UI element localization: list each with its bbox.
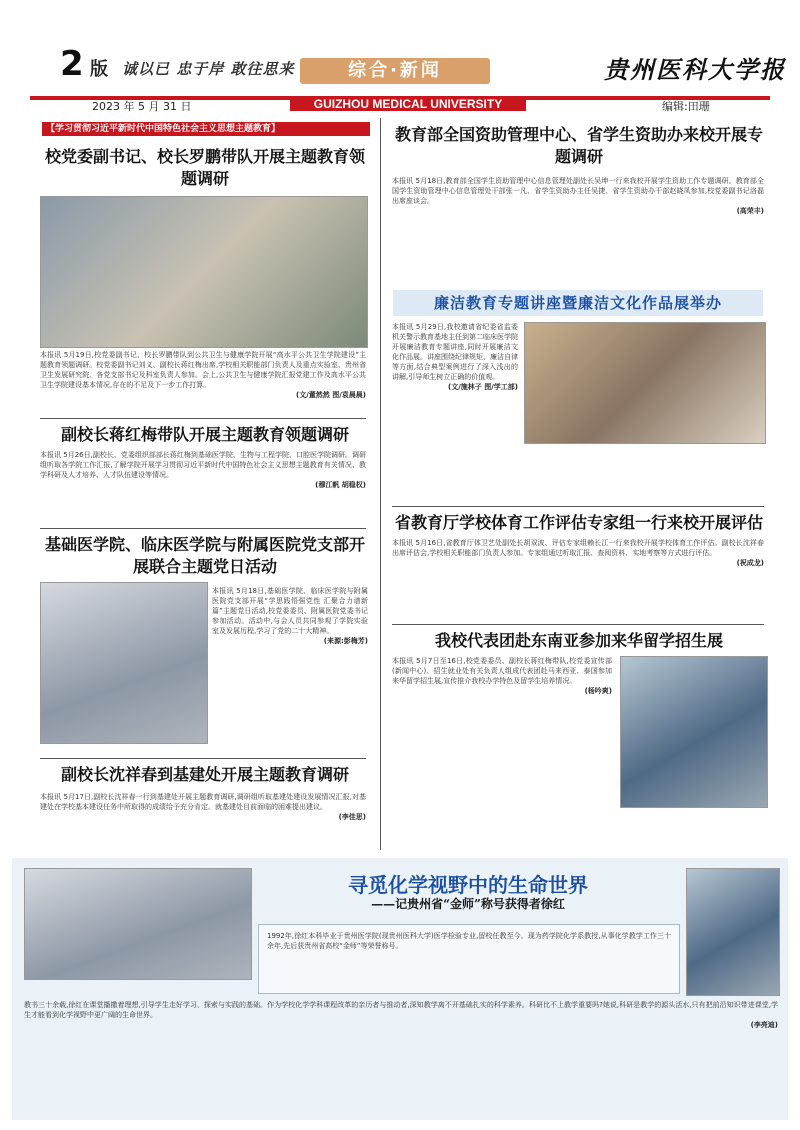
- banner-text: 廉洁教育专题讲座暨廉洁文化作品展举办: [433, 294, 722, 312]
- article-5: [392, 124, 766, 168]
- article-4-body: 本报讯 5月17日,副校长沈祥春一行到基建处开展主题教育调研,调研组听取基建处建设发展情况汇报,对基建处在学校基本建设任务中所取得的成绩给予充分肯定。就基建处目前面临的困难提出建议。: [40, 793, 366, 811]
- recruitment-photo: [620, 656, 768, 808]
- university-name-en: GUIZHOU MEDICAL UNIVERSITY: [290, 97, 526, 111]
- party-day-photo: [40, 582, 208, 744]
- article-7-title: 省教育厅学校体育工作评估专家组一行来校开展评估: [394, 513, 763, 532]
- article-6-byline: (文/施林子 图/学工部): [448, 383, 518, 391]
- article-8: [392, 630, 766, 652]
- article-3-title: 基础医学院、临床医学院与附属医院党支部开展联合主题党日活动: [44, 535, 365, 576]
- portrait-photo: [686, 868, 780, 996]
- article-4: [40, 764, 370, 786]
- article-5-byline: (高荣丰): [736, 207, 764, 215]
- divider: [40, 418, 366, 419]
- masthead: 贵州医科大学报: [604, 55, 786, 84]
- article-2: [40, 424, 370, 446]
- article-5-body: 本报讯 5月18日,教育部全国学生资助管理中心信息管理处副处长吴坤一行来我校开展学生资助工作专题调研。教育部全国学生资助管理中心信息管理处干部张一凡、省学生资助办主任吴捷、省学生资助办干部赵晓凤参加,校党委副书记洛磊出席座谈会。: [392, 177, 764, 205]
- section-title: 综合·新闻: [348, 60, 442, 81]
- article-7-body: 本报讯 5月16日,省教育厅体卫艺处副处长胡双波、评估专家组赖长江一行来我校开展学校体育工作评估。副校长沈祥春出席评估会,学校相关职能部门负责人参加。专家组通过听取汇报、查阅资料、实地考察等方式进行评估。: [392, 539, 764, 557]
- column-divider: [380, 118, 381, 850]
- meeting-photo: [40, 196, 368, 348]
- page-header: [0, 0, 800, 112]
- article-4-title: 副校长沈祥春到基建处开展主题教育调研: [60, 765, 349, 784]
- feature-title-block: [258, 874, 678, 912]
- article-2-byline: (穆江帆 胡稳权): [315, 481, 366, 489]
- chemistry-photo: [24, 868, 252, 980]
- divider: [392, 624, 764, 625]
- divider: [40, 758, 366, 759]
- article-8-byline: (杨吟爽): [584, 687, 612, 695]
- article-3-byline: (来源:彭梅芳): [323, 637, 368, 645]
- article-6-body: 本报讯 5月29日,我校邀请省纪委省监委机关警示教育基地主任到第二临床医学院开展廉洁教育专题讲座,同时开展廉洁文化作品展。讲座围绕纪律规矩、廉洁自律等方面,结合典型案例进行了深入浅出的讲解,引导师生树立正确的价值观。: [392, 323, 518, 381]
- article-5-title: 教育部全国资助管理中心、省学生资助办来校开展专题调研: [394, 125, 763, 166]
- article-1-body: 本报讯 5月19日,校党委副书记、校长罗鹏带队到公共卫生与健康学院开展“高水平公共卫生学院建设”主题教育领题调研。校党委副书记刘义、副校长蒋红梅出席,学校相关职能部门负责人及重点实验室、贵州省卫生发展研究院、各党支部书记及科室负责人参加。会上,公共卫生与健康学院汇报党建工作及高水平公共卫生学院建设基本情况,存在的不足及下一步工作打算。: [40, 351, 366, 389]
- feature-byline: (李亮迪): [750, 1021, 778, 1029]
- feature-subtitle: ——记贵州省“金师”称号获得者徐红: [371, 897, 565, 911]
- article-3-text: [212, 586, 368, 646]
- topic-tag: 【学习贯彻习近平新时代中国特色社会主义思想主题教育】: [42, 122, 370, 136]
- article-1: [40, 146, 370, 190]
- article-1-title: 校党委副书记、校长罗鹏带队开展主题教育领题调研: [44, 147, 365, 188]
- exhibition-photo: [524, 322, 766, 444]
- article-8-body: 本报讯 5月7日至16日,校党委委员、副校长蒋红梅带队,校党委宣传部(新闻中心)、招生就业处有关负责人组成代表团赴马来西亚、泰国参加来华留学招生展,宣传推介我校办学特色及留学生培养情况。: [392, 657, 612, 685]
- divider: [40, 528, 366, 529]
- article-7-text: [392, 538, 764, 568]
- feature-intro-box: [258, 924, 680, 994]
- page-number: 2: [60, 44, 84, 84]
- editor-credit: 编辑:田珊: [662, 100, 710, 113]
- article-1-byline: (文/董然然 图/袁晨晨): [296, 391, 366, 399]
- feature-title: 寻觅化学视野中的生命世界: [348, 873, 588, 897]
- article-1-text: [40, 350, 366, 400]
- article-2-text: [40, 450, 366, 490]
- feature-body: 教书三十余载,徐红在课堂播撒着理想,引导学生走好学习、探索与实践的基础。作为学校化学学科课程改革的亲历者与推动者,深知教学离不开基础扎实的科学素养。科研比不上教学重要吗?她说,科研是教学的源头活水,只有把前沿知识带进课堂,学生才能看到化学视野中更广阔的生命世界。: [24, 1001, 778, 1019]
- article-5-text: [392, 176, 764, 216]
- issue-date: 2023 年 5 月 31 日: [92, 100, 192, 113]
- feature-intro: 1992年,徐红本科毕业于贵州医学院(现贵州医科大学)医学检验专业,留校任教至今。现为药学院化学系教授,从事化学教学工作三十余年,先后获贵州省高校“金师”等荣誉称号。: [267, 932, 671, 950]
- article-7-byline: (祝成龙): [736, 559, 764, 567]
- article-3-body: 本报讯 5月18日,基础医学院、临床医学院与附属医院党支部开展“学思践悟强党性 汇聚合力谱新篇”主题党日活动,校党委委员、附属医院党委书记参加活动。活动中,与会人员共同参观了学院实验室及发展历程,学习了党的二十大精神。: [212, 587, 368, 635]
- article-2-title: 副校长蒋红梅带队开展主题教育领题调研: [60, 425, 349, 444]
- article-8-text: [392, 656, 612, 696]
- article-2-body: 本报讯 5月26日,副校长、党委组织部部长蒋红梅到基础医学院、生物与工程学院、口腔医学院调研。调研组听取各学院工作汇报,了解学院开展学习贯彻习近平新时代中国特色社会主义思想主题教育有关情况、教学科研及人才培养、人才队伍建设等情况。: [40, 451, 366, 479]
- feature-text: [24, 1000, 778, 1030]
- page-unit: 版: [90, 59, 108, 80]
- article-4-byline: (李佳思): [338, 813, 366, 821]
- article-4-text: [40, 792, 366, 822]
- article-3: [40, 534, 370, 578]
- anticorruption-banner: [393, 290, 763, 316]
- article-7: [392, 512, 766, 534]
- divider: [392, 506, 764, 507]
- motto: 诚以已 忠于岸 敢往思来: [122, 60, 295, 78]
- article-6-text: [392, 322, 518, 392]
- article-8-title: 我校代表团赴东南亚参加来华留学招生展: [434, 631, 723, 650]
